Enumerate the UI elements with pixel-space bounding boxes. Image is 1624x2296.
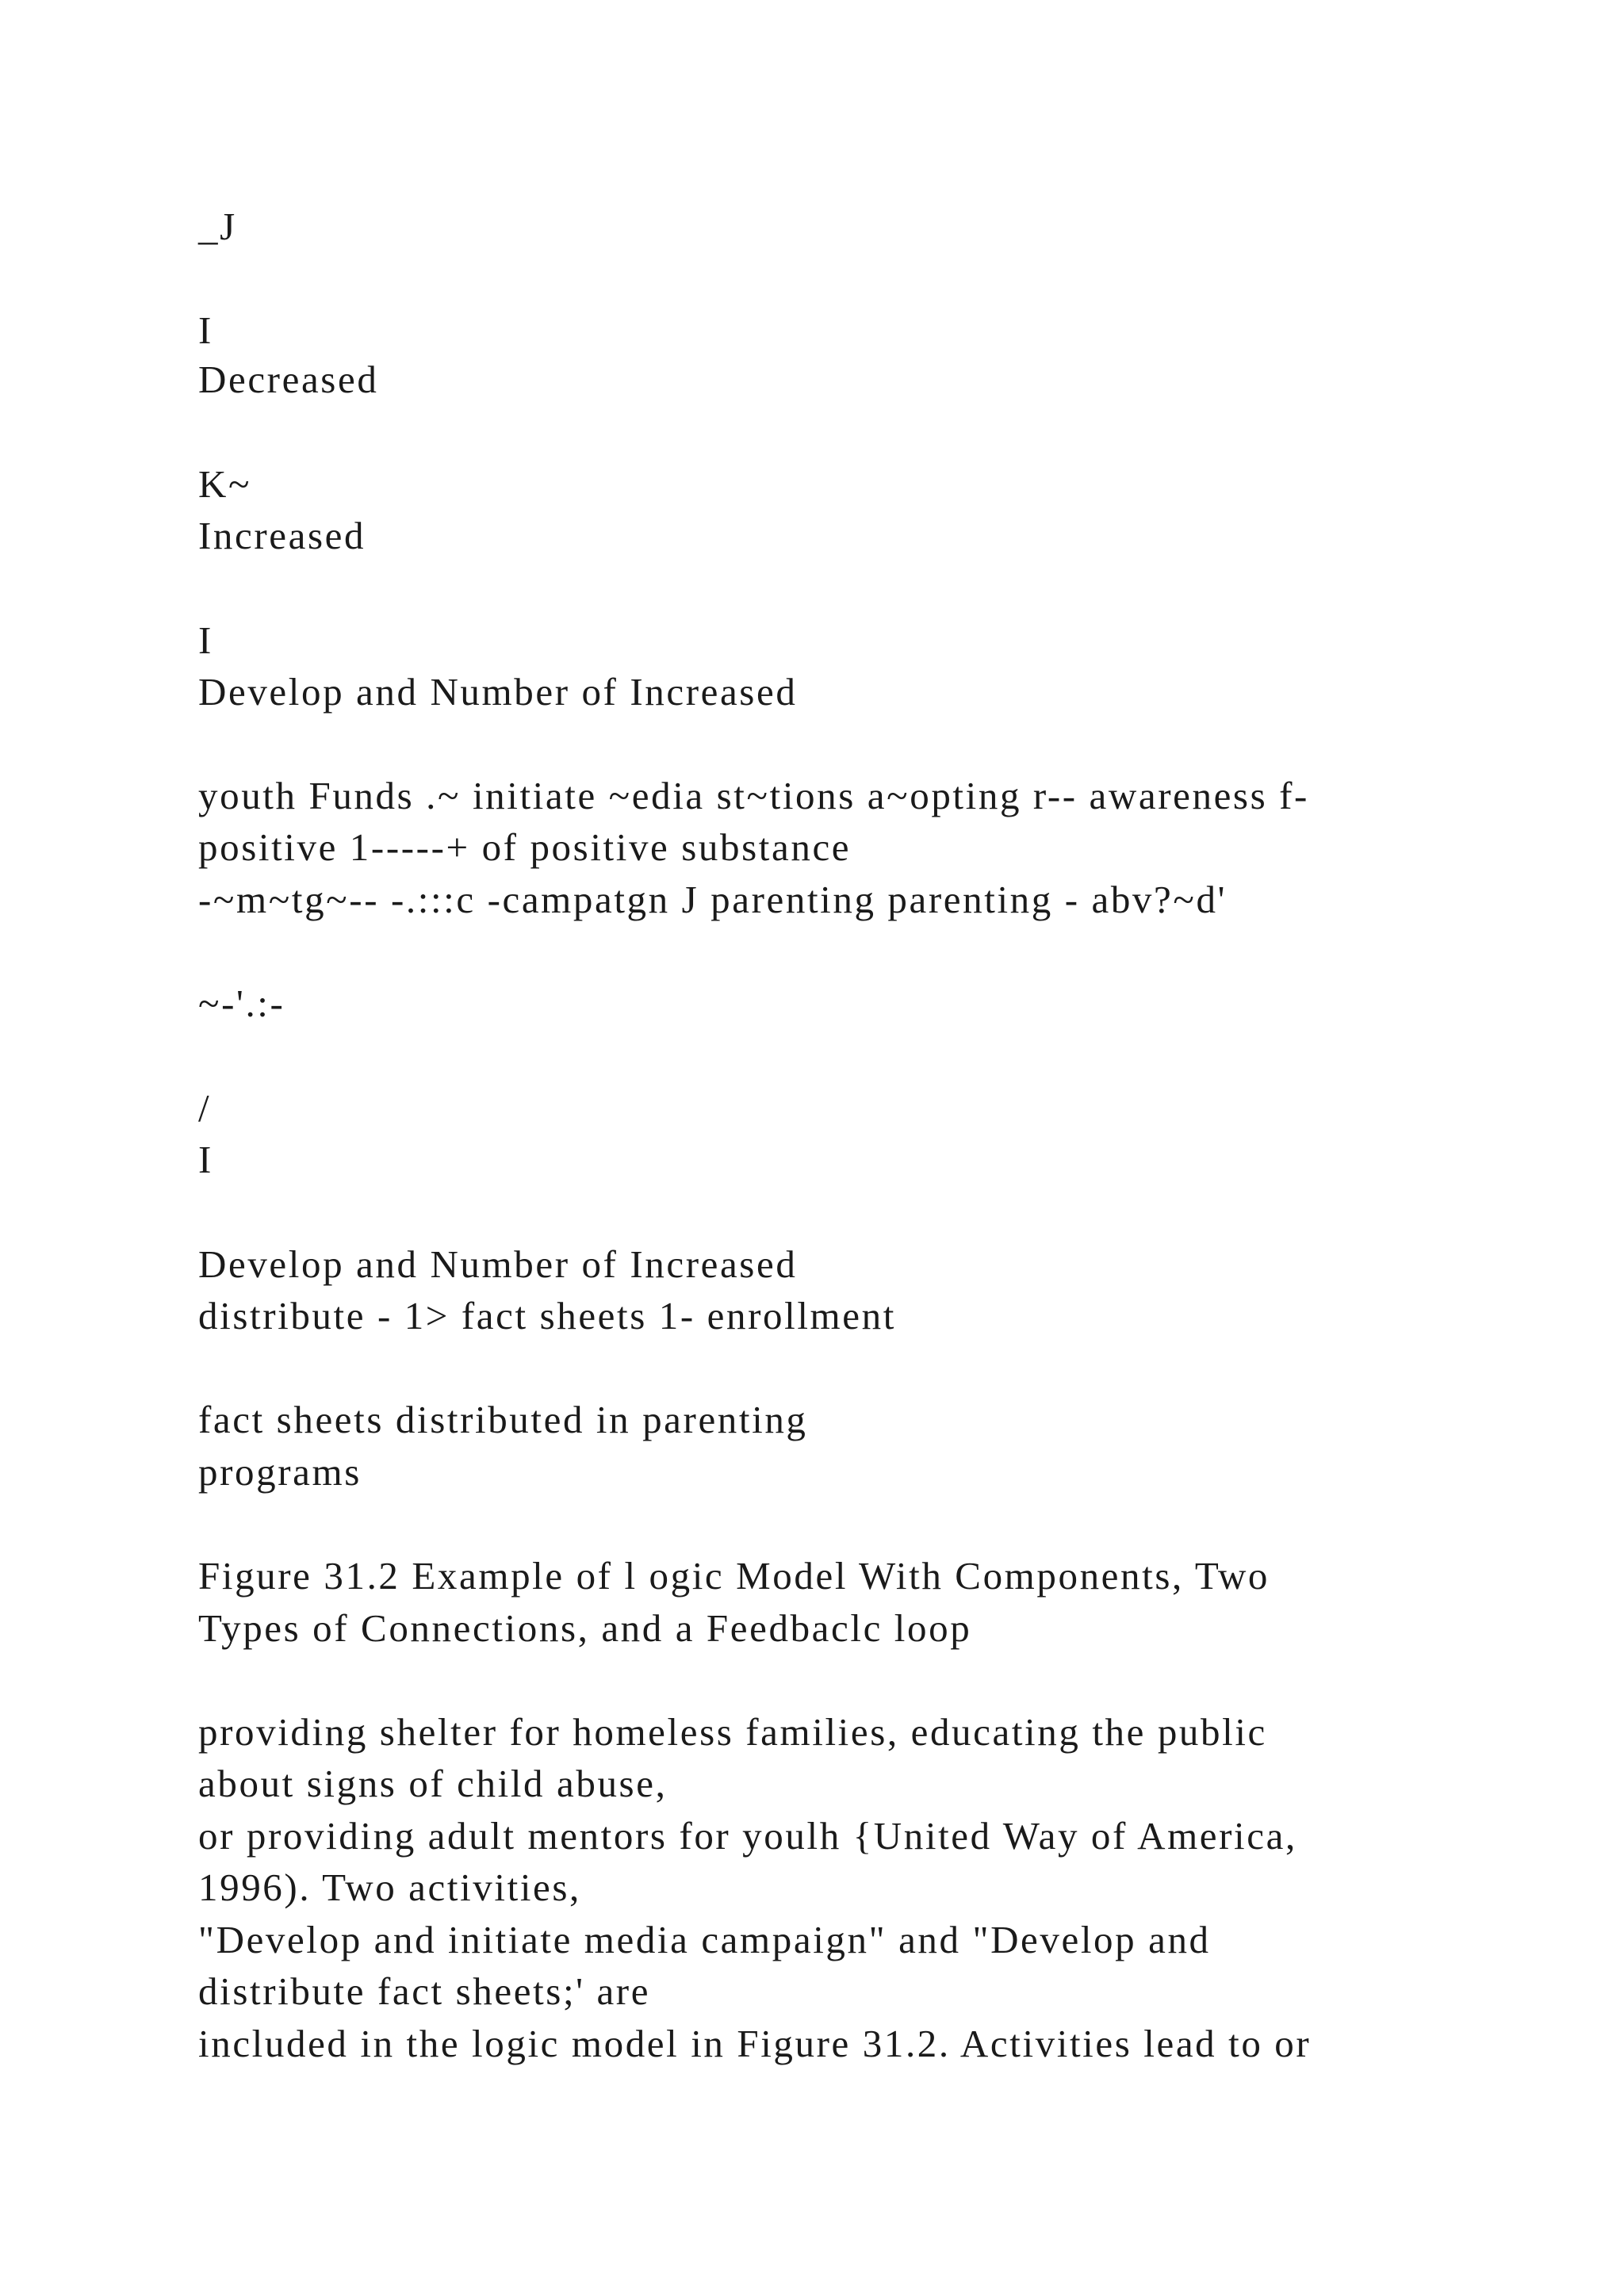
diagram-text-line: Develop and Number of Increased: [198, 1242, 798, 1286]
ocr-fragment-i: I: [198, 1138, 213, 1181]
diagram-text-line: distribute - 1> fact sheets 1- enrollment: [198, 1294, 896, 1337]
ocr-fragment-j: _J: [198, 205, 237, 248]
diagram-text-line: positive 1-----+ of positive substance: [198, 825, 852, 869]
body-paragraph-line: "Develop and initiate media campaign" and "Develop and: [198, 1918, 1211, 1961]
body-paragraph-line: included in the logic model in Figure 31.2. Activities lead to or: [198, 2022, 1312, 2065]
diagram-text-line: youth Funds .~ initiate ~edia st~tions a~opting r-- awareness f-: [198, 774, 1309, 817]
ocr-fragment-i: I: [198, 618, 213, 662]
ocr-fragment-k: K~: [198, 462, 252, 506]
figure-caption: Figure 31.2 Example of l ogic Model With Components, Two: [198, 1554, 1270, 1598]
diagram-text-line: programs: [198, 1450, 362, 1494]
ocr-fragment: ~-'.:-: [198, 982, 285, 1025]
body-paragraph-line: or providing adult mentors for youlh {United Way of America,: [198, 1814, 1297, 1858]
figure-caption: Types of Connections, and a Feedbaclc loop: [198, 1606, 972, 1650]
diagram-text-line: Develop and Number of Increased: [198, 670, 798, 714]
label-decreased: Decreased: [198, 358, 379, 401]
body-paragraph-line: distribute fact sheets;' are: [198, 1969, 651, 2013]
body-paragraph-line: providing shelter for homeless families, educating the public: [198, 1710, 1267, 1754]
ocr-fragment-i: I: [198, 308, 213, 352]
body-paragraph-line: 1996). Two activities,: [198, 1866, 581, 1909]
body-paragraph-line: about signs of child abuse,: [198, 1762, 668, 1805]
diagram-text-line: fact sheets distributed in parenting: [198, 1398, 808, 1441]
label-increased: Increased: [198, 514, 366, 557]
ocr-fragment-slash: /: [198, 1086, 212, 1130]
diagram-text-line: -~m~tg~-- -.:::c -campatgn J parenting parenting - abv?~d': [198, 878, 1228, 921]
